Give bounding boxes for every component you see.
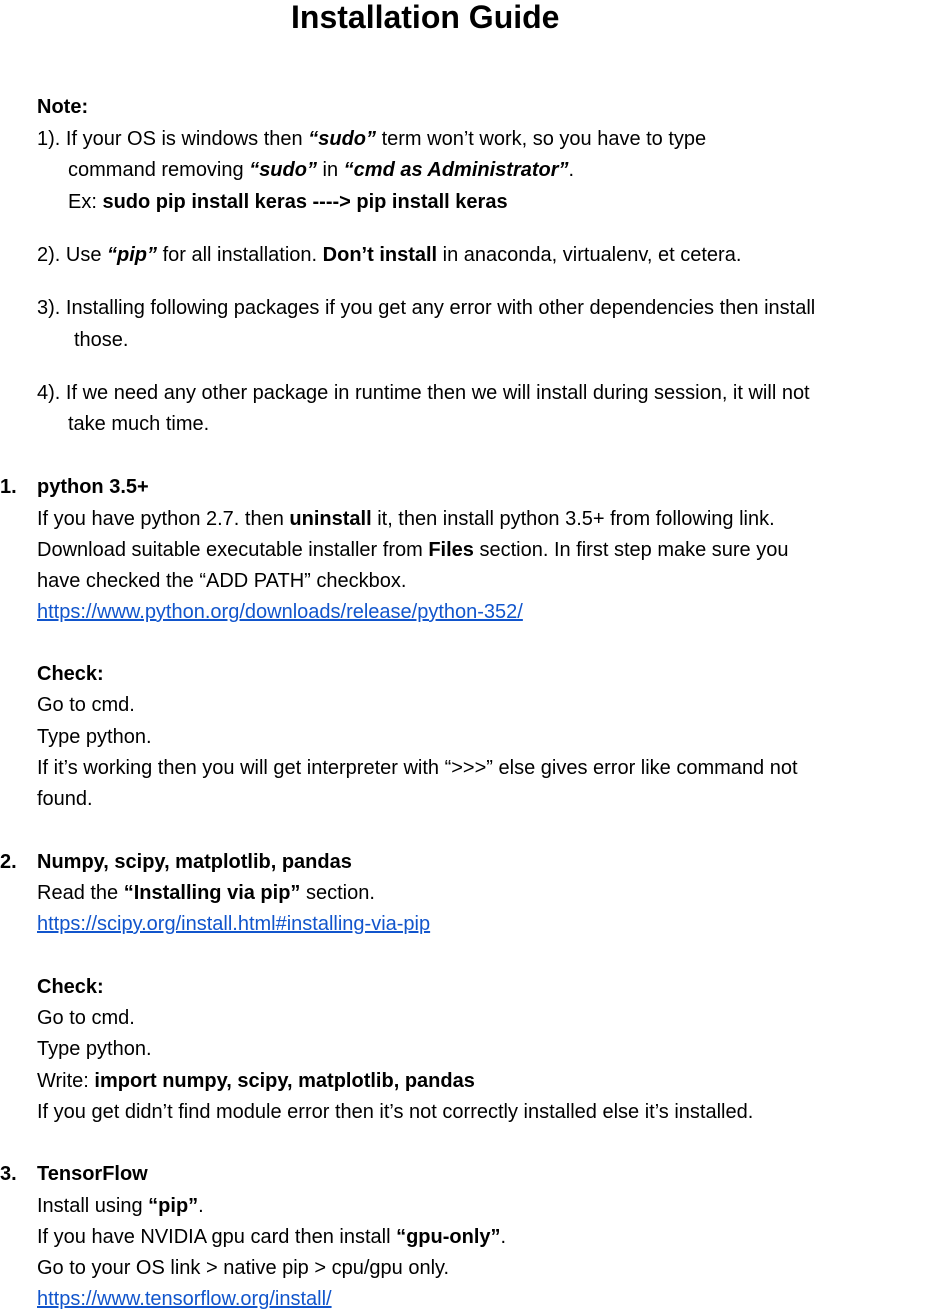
text: “Installing via pip” (123, 882, 301, 904)
section-1-check-3: If it’s working then you will get interpreter with “>>>” else gives error like command not (37, 757, 798, 779)
section-3-line-1 (37, 1191, 204, 1222)
section-2-number: 2. (0, 851, 17, 873)
python-download-link[interactable]: https://www.python.org/downloads/release/python-352/ (37, 601, 523, 623)
text: section. (300, 882, 375, 904)
text: Write: (37, 1070, 95, 1092)
scipy-install-link[interactable]: https://scipy.org/install.html#installing-via-pip (37, 913, 431, 935)
note-4-line-2: take much time. (68, 413, 210, 435)
note-1-line-2 (68, 155, 574, 186)
note-1-line-3 (68, 187, 508, 218)
text: . (500, 1226, 507, 1248)
section-1-line-3: have checked the “ADD PATH” checkbox. (37, 570, 407, 592)
note-1-line-1 (37, 124, 706, 155)
section-1-check-1: Go to cmd. (37, 694, 135, 716)
section-2-line-1 (37, 878, 375, 909)
section-2-check-4: If you get didn’t find module error then it’s not correctly installed else it’s installed. (37, 1101, 754, 1123)
text: “gpu-only” (396, 1226, 501, 1248)
section-1-line-2 (37, 535, 789, 566)
section-1-number: 1. (0, 476, 17, 498)
section-1-check-2: Type python. (37, 726, 152, 748)
note-2 (37, 240, 741, 271)
text: “sudo” (308, 128, 377, 150)
text: Don’t install (322, 244, 438, 266)
section-3-number: 3. (0, 1163, 17, 1185)
text: Install using (37, 1195, 149, 1217)
section-2-check-3 (37, 1066, 475, 1097)
text: it, then install python 3.5+ from following link. (371, 508, 775, 530)
text: uninstall (289, 508, 372, 530)
text: . (568, 159, 575, 181)
text: Files (428, 539, 474, 561)
text: for all installation. (157, 244, 323, 266)
text: term won’t work, so you have to type (376, 128, 707, 150)
section-3-line-3: Go to your OS link > native pip > cpu/gpu only. (37, 1257, 450, 1279)
text: Ex: (68, 191, 103, 213)
text: import numpy, scipy, matplotlib, pandas (94, 1070, 475, 1092)
text: sudo pip install keras ----> pip install keras (102, 191, 508, 213)
section-2-check-2: Type python. (37, 1038, 152, 1060)
text: If you have NVIDIA gpu card then install (37, 1226, 397, 1248)
page-title: Installation Guide (291, 0, 560, 35)
text: “pip” (107, 244, 158, 266)
text: in (316, 159, 344, 181)
note-3-line-1: 3). Installing following packages if you get any error with other dependencies then install (37, 297, 816, 319)
section-2-title: Numpy, scipy, matplotlib, pandas (37, 851, 352, 873)
section-3-title: TensorFlow (37, 1163, 148, 1185)
text: Read the (37, 882, 124, 904)
section-2-check-heading: Check: (37, 976, 104, 998)
section-1-title: python 3.5+ (37, 476, 149, 498)
text: “pip” (148, 1195, 199, 1217)
text: 2). Use (37, 244, 108, 266)
section-1-check-heading: Check: (37, 663, 104, 685)
text: Download suitable executable installer from (37, 539, 429, 561)
text: 1). If your OS is windows then (37, 128, 309, 150)
text: section. In first step make sure you (473, 539, 789, 561)
text: “cmd as Administrator” (343, 159, 569, 181)
note-heading: Note: (37, 96, 89, 118)
section-1-check-4: found. (37, 788, 93, 810)
section-3-line-2 (37, 1222, 506, 1253)
text: . (198, 1195, 204, 1217)
tensorflow-install-link[interactable]: https://www.tensorflow.org/install/ (37, 1288, 332, 1310)
note-3-line-2: those. (74, 329, 129, 351)
text: If you have python 2.7. then (37, 508, 290, 530)
note-4-line-1: 4). If we need any other package in runtime then we will install during session, it will not (37, 382, 810, 404)
section-1-line-1 (37, 504, 775, 535)
text: command removing (68, 159, 250, 181)
text: “sudo” (249, 159, 317, 181)
section-2-check-1: Go to cmd. (37, 1007, 135, 1029)
text: in anaconda, virtualenv, et cetera. (437, 244, 742, 266)
